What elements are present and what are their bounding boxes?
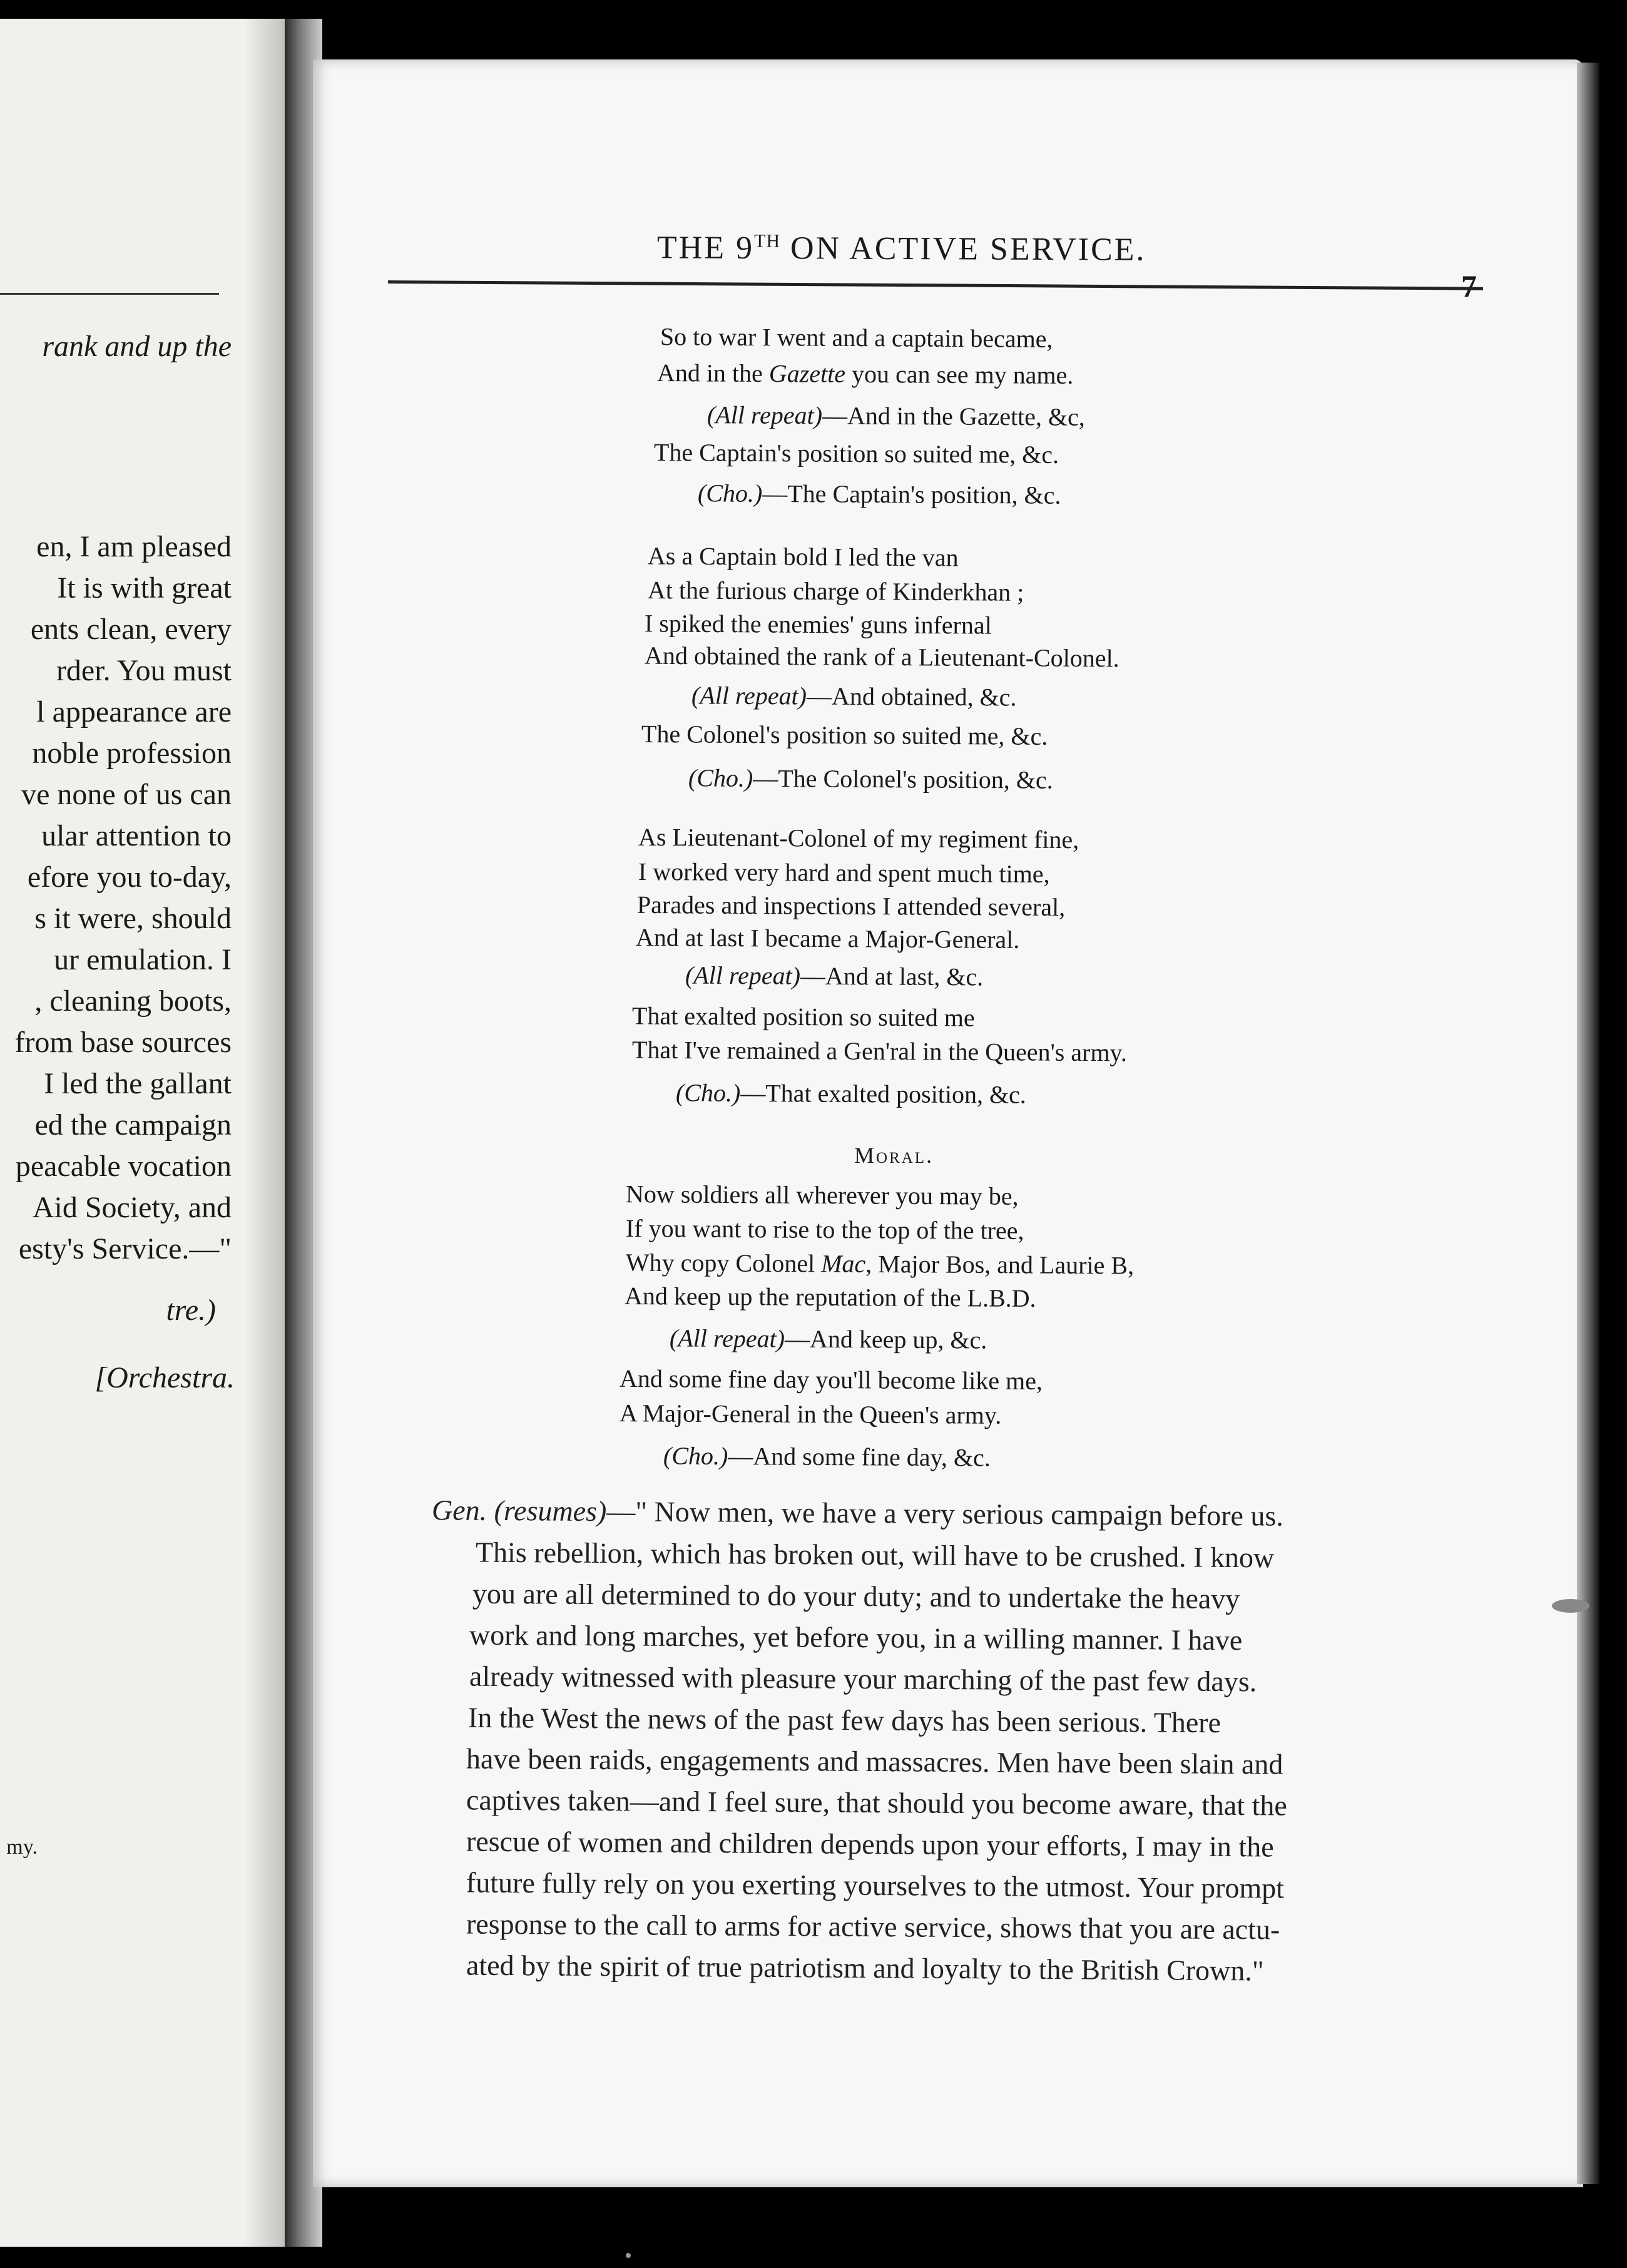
verse-text: That exalted position so suited me (631, 1001, 975, 1032)
left-stage-fragment: tre.) (166, 1294, 216, 1327)
verse-text: And in the (656, 358, 770, 388)
verse-line (631, 1035, 1128, 1067)
verse-line (641, 722, 1048, 749)
verse-line (637, 892, 1065, 920)
verse-italic: Gazette (768, 359, 846, 388)
verse-line (663, 1443, 991, 1470)
prose-line: response to the call to arms for active service, shows that you are actu- (466, 1908, 1280, 1946)
verse-text: Parades and inspections I attended several, (636, 890, 1066, 922)
verse-text: —That exalted position, &c. (740, 1078, 1027, 1109)
left-page-line: , cleaning boots, (34, 984, 232, 1018)
scan-blemish (626, 2253, 631, 2258)
header-title-post: ON ACTIVE SERVICE. (780, 230, 1146, 268)
verse-line (626, 1182, 1019, 1209)
prose-line: In the West the news of the past few days has been serious. There (467, 1701, 1222, 1739)
verse-text: And obtained the rank of a Lieutenant-Colonel. (644, 641, 1120, 673)
moral-heading: Moral. (854, 1143, 934, 1168)
prose-line: work and long marches, yet before you, in a willing manner. I have (469, 1618, 1243, 1657)
verse-line (636, 925, 1020, 953)
verse-text: The Colonel's position so suited me, &c. (641, 720, 1048, 750)
verse-line (691, 683, 1017, 710)
verse-line (685, 963, 983, 990)
left-page-line: esty's Service.—" (18, 1232, 232, 1265)
prose-line: ated by the spirit of true patriotism and loyalty to the British Crown." (466, 1949, 1264, 1987)
prose-line: have been raids, engagements and massacres. Men have been slain and (466, 1742, 1283, 1780)
verse-line (660, 324, 1053, 352)
running-header (657, 229, 1146, 268)
verse-italic: (Cho.) (675, 1078, 741, 1107)
left-page-line: ur emulation. I (54, 943, 232, 976)
verse-text: you can see my name. (845, 359, 1074, 390)
verse-text: , Major Bos, and Laurie B, (865, 1249, 1135, 1280)
prose-line: already witnessed with pleasure your marching of the past few days. (469, 1660, 1257, 1698)
left-page-line: Aid Society, and (32, 1191, 232, 1224)
left-page (0, 19, 285, 2247)
verse-text: —And in the Gazette, &c, (822, 401, 1086, 431)
left-page-line: en, I am pleased (36, 530, 232, 563)
header-title-pre: THE 9 (656, 230, 755, 266)
verse-text: And at last I became a Major-General. (635, 923, 1020, 954)
left-page-line: efore you to-day, (27, 861, 232, 894)
verse-text: So to war I went and a captain became, (660, 322, 1053, 353)
verse-line (645, 643, 1120, 672)
prose-line: future fully rely on you exerting yourselves to the utmost. Your prompt (466, 1866, 1285, 1904)
left-page-rule (0, 293, 219, 295)
verse-line (638, 859, 1050, 887)
left-page-line: noble profession (32, 737, 232, 770)
page-edge (1577, 63, 1599, 2184)
verse-text: —And obtained, &c. (806, 682, 1017, 712)
verse-line (638, 822, 1079, 854)
verse-text: Now soldiers all wherever you may be, (625, 1180, 1019, 1210)
left-page-line: It is with great (57, 571, 232, 605)
left-orchestra-note: [Orchestra. (94, 1361, 235, 1394)
verse-text: If you want to rise to the top of the tree, (625, 1214, 1024, 1245)
verse-text: At the furious charge of Kinderkhan ; (647, 576, 1024, 606)
left-top-fragment: rank and up the (42, 330, 232, 363)
verse-text: I worked very hard and spent much time, (638, 857, 1050, 889)
verse-line (698, 481, 1061, 508)
verse-text: And some fine day you'll become like me, (619, 1364, 1043, 1396)
verse-text: The Captain's position so suited me, &c. (653, 438, 1059, 469)
verse-line (648, 543, 959, 570)
verse-line (632, 1003, 975, 1030)
verse-line (676, 1080, 1026, 1107)
verse-text: A Major-General in the Queen's army. (619, 1399, 1002, 1429)
verse-text: —The Colonel's position, &c. (753, 764, 1053, 794)
verse-text: —And at last, &c. (800, 961, 984, 991)
page-number: 7 (1461, 268, 1477, 304)
verse-italic: (Cho.) (663, 1441, 728, 1471)
verse-line (648, 578, 1024, 605)
verse-italic: (All repeat) (685, 961, 801, 990)
verse-italic: (Cho.) (697, 479, 763, 508)
left-page-line: l appearance are (36, 695, 232, 728)
verse-text: As Lieutenant-Colonel of my regiment fine, (638, 822, 1079, 854)
verse-text: —The Captain's position, &c. (762, 479, 1061, 509)
verse-line (657, 360, 1074, 388)
verse-line (670, 1326, 987, 1352)
left-page-line: peacable vocation (15, 1150, 232, 1183)
verse-line (626, 1216, 1024, 1244)
verse-line (626, 1250, 1134, 1279)
verse-text: And keep up the reputation of the L.B.D. (624, 1281, 1036, 1313)
verse-text: I spiked the enemies' guns infernal (644, 609, 992, 640)
left-page-line: from base sources (14, 1026, 232, 1059)
scan-blemish (1552, 1599, 1589, 1613)
left-page-line: ents clean, every (30, 613, 232, 646)
stage-direction: (resumes) (494, 1494, 607, 1528)
left-page-line: ular attention to (41, 819, 232, 852)
verse-italic: (All repeat) (669, 1324, 785, 1353)
verse-line (654, 440, 1059, 467)
verse-text: As a Captain bold I led the van (647, 541, 959, 572)
verse-italic: (Cho.) (688, 764, 753, 792)
verse-line (624, 1281, 1036, 1313)
prose-line: rescue of women and children depends upon your efforts, I may in the (466, 1825, 1274, 1863)
verse-line (645, 611, 992, 638)
verse-line (620, 1366, 1043, 1394)
left-page-line: ve none of us can (21, 778, 232, 811)
verse-text: —And some fine day, &c. (728, 1442, 991, 1472)
prose-line: captives taken—and I feel sure, that should you become aware, that the (466, 1784, 1287, 1822)
verse-line (688, 765, 1053, 793)
prose-line: you are all determined to do your duty; and to undertake the heavy (472, 1577, 1240, 1615)
verse-line (707, 402, 1085, 430)
verse-text: —And keep up, &c. (784, 1324, 987, 1354)
prose-line: This rebellion, which has broken out, will have to be crushed. I know (475, 1536, 1275, 1574)
prose-line-text: —" Now men, we have a very serious campaign before us. (606, 1495, 1284, 1532)
verse-text: That I've remained a Gen'ral in the Queen's army. (631, 1035, 1128, 1067)
verse-text: Why copy Colonel (625, 1248, 822, 1278)
left-bottom-fragment: my. (6, 1836, 38, 1859)
verse-italic: (All repeat) (691, 681, 807, 710)
left-page-line: I led the gallant (44, 1067, 232, 1100)
prose-line (432, 1496, 1283, 1530)
verse-italic: Mac (821, 1249, 866, 1278)
left-page-line: ed the campaign (34, 1108, 232, 1142)
header-title-sup: TH (754, 230, 781, 252)
left-page-line: rder. You must (56, 654, 232, 687)
speaker-label: Gen. (431, 1494, 487, 1526)
verse-italic: (All repeat) (706, 401, 823, 430)
left-page-line: s it were, should (34, 902, 232, 935)
verse-line (620, 1401, 1002, 1428)
